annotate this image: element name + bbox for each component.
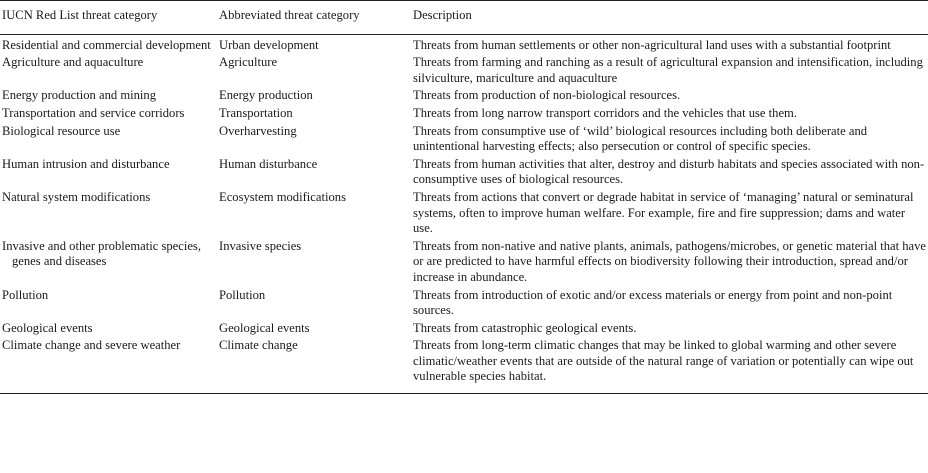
table-row xyxy=(0,106,928,124)
table-row xyxy=(0,321,928,339)
cell-abbreviated: Climate change xyxy=(219,338,298,353)
cell-description: Threats from consumptive use of ‘wild’ biological resources including both deliberate and unintentional harvesting effects; also persecution or control of specific species. xyxy=(413,123,868,154)
cell-category: Invasive and other problematic species, genes and diseases xyxy=(2,238,201,269)
cell-description: Threats from non-native and native plants, animals, pathogens/microbes, or genetic material that have or are predicted to have harmful effects on biodiversity following their introduction, spread and/or increase in abundance. xyxy=(413,238,927,284)
header-description: Description xyxy=(413,8,472,22)
table-row xyxy=(0,34,928,55)
cell-abbreviated: Overharvesting xyxy=(219,123,297,138)
cell-description: Threats from actions that convert or degrade habitat in service of ‘managing’ natural or seminatural systems, often to improve human welfare. For example, fire and fire suppression; dams and water use. xyxy=(413,189,914,236)
cell-description: Threats from introduction of exotic and/or excess materials or energy from point and non-point sources. xyxy=(413,287,893,318)
header-row xyxy=(0,1,928,35)
cell-description: Threats from human activities that alter, destroy and disturb habitats and species associated with non-consumptive uses of biological resources. xyxy=(413,156,925,187)
table-row xyxy=(0,288,928,321)
cell-category: Energy production and mining xyxy=(2,88,157,103)
cell-abbreviated: Human disturbance xyxy=(219,156,318,171)
cell-abbreviated: Ecosystem modifications xyxy=(219,189,346,204)
cell-abbreviated: Geological events xyxy=(219,320,310,335)
table-row xyxy=(0,157,928,190)
cell-category: Residential and commercial development xyxy=(2,37,211,52)
cell-abbreviated: Transportation xyxy=(219,105,293,120)
cell-description: Threats from catastrophic geological events. xyxy=(413,320,637,335)
cell-description: Threats from long narrow transport corridors and the vehicles that use them. xyxy=(413,105,797,120)
table-row xyxy=(0,88,928,106)
cell-abbreviated: Invasive species xyxy=(219,238,302,253)
cell-abbreviated: Pollution xyxy=(219,287,266,302)
cell-description: Threats from production of non-biological resources. xyxy=(413,88,681,103)
table-row xyxy=(0,190,928,239)
cell-category: Human intrusion and disturbance xyxy=(2,156,170,171)
cell-category: Natural system modifications xyxy=(2,189,151,204)
cell-abbreviated: Agriculture xyxy=(219,55,278,70)
cell-category: Agriculture and aquaculture xyxy=(2,55,144,70)
cell-abbreviated: Energy production xyxy=(219,88,313,103)
cell-description: Threats from long-term climatic changes that may be linked to global warming and other severe climatic/weather events that are outside of the natural range of variation or potentially can wipe out vulnerable species habitat. xyxy=(413,338,914,384)
table-row xyxy=(0,124,928,157)
table-header xyxy=(0,1,928,35)
table-row xyxy=(0,338,928,393)
cell-category: Biological resource use xyxy=(2,123,121,138)
header-category: IUCN Red List threat category xyxy=(2,8,158,22)
cell-category: Pollution xyxy=(2,287,49,302)
cell-category: Transportation and service corridors xyxy=(2,105,185,120)
cell-description: Threats from human settlements or other non-agricultural land uses with a substantial footprint xyxy=(413,37,891,52)
table-row xyxy=(0,55,928,88)
cell-category: Climate change and severe weather xyxy=(2,338,181,353)
cell-abbreviated: Urban development xyxy=(219,37,319,52)
header-abbreviated: Abbreviated threat category xyxy=(219,8,360,22)
cell-category: Geological events xyxy=(2,320,93,335)
table-body xyxy=(0,34,928,393)
table-row xyxy=(0,239,928,288)
cell-description: Threats from farming and ranching as a result of agricultural expansion and intensification, including silviculture, mariculture and aquaculture xyxy=(413,55,923,85)
